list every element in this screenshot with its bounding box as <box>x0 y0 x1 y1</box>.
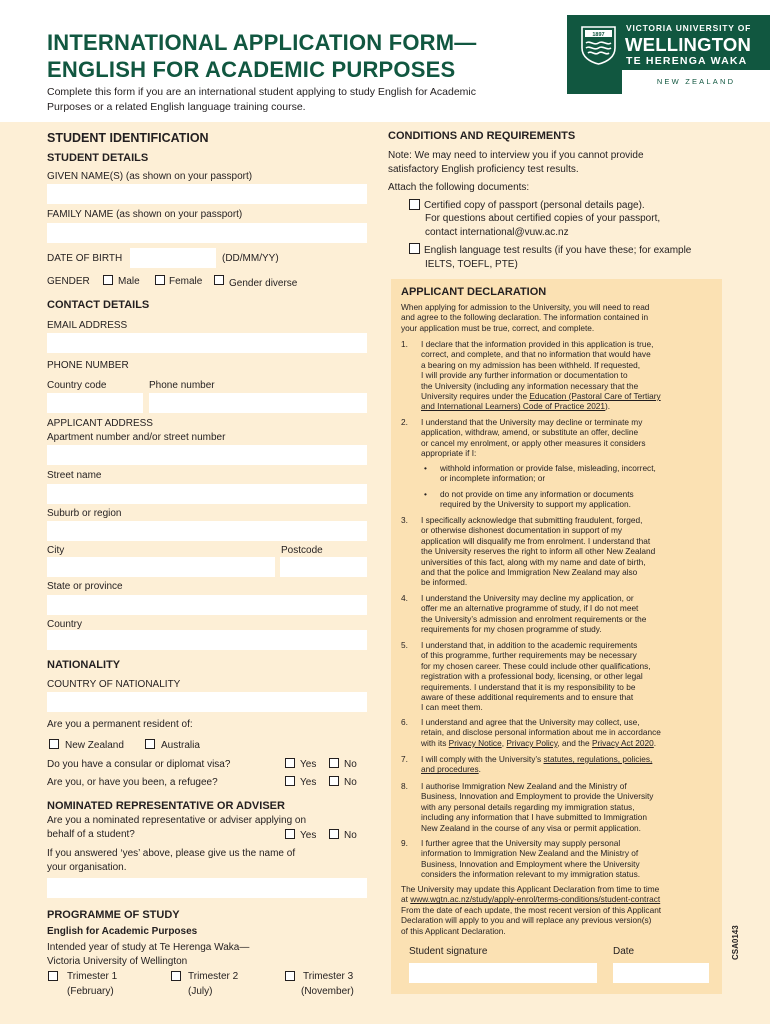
english-test-line2: IELTS, TOEFL, PTE) <box>425 259 518 270</box>
declaration-item-number: 7. <box>401 754 408 764</box>
student-contract-link[interactable]: www.wgtn.ac.nz/study/apply-enrol/terms-conditions/student-contract <box>410 894 661 905</box>
form-intro <box>47 85 527 115</box>
declaration-line: I will provide any further information or documentation to <box>421 370 628 381</box>
declaration-line: universities of this fact, along with my name and date of birth, <box>421 556 646 567</box>
declaration-bullet-2 <box>440 489 720 510</box>
signature-label: Student signature <box>409 946 488 957</box>
resident-nz-checkbox[interactable] <box>49 739 59 749</box>
country-input[interactable] <box>47 630 367 650</box>
refugee-yes-checkbox[interactable] <box>285 776 295 786</box>
organisation-prompt-line2: your organisation. <box>47 862 127 873</box>
dob-label: DATE OF BIRTH <box>47 253 123 264</box>
declaration-line: or cancel my enrolment, or apply other measures it considers <box>421 437 646 448</box>
declaration-line: From the date of each update, the most recent version of this Applicant <box>401 904 662 915</box>
declaration-intro <box>401 302 716 333</box>
declaration-line: a bearing on my admission has been withheld. If requested, <box>421 359 641 370</box>
suburb-input[interactable] <box>47 521 367 541</box>
declaration-line: or incomplete information; or <box>440 473 546 484</box>
declaration-item-number: 2. <box>401 417 408 427</box>
declaration-line: withhold information or provide false, misleading, incorrect, <box>440 463 656 473</box>
declaration-item-7 <box>421 754 721 775</box>
trimester-2-checkbox[interactable] <box>171 971 181 981</box>
signature-input[interactable] <box>409 963 597 983</box>
code-of-practice-link-cont[interactable]: and International Learners) Code of Practice 2021 <box>421 401 606 412</box>
declaration-text: , and the <box>557 737 592 748</box>
declaration-line: do not provide on time any information or documents <box>440 489 634 499</box>
trimester-3-label: Trimester 3 <box>303 971 354 982</box>
trimester-3-month: (November) <box>301 986 354 997</box>
state-input[interactable] <box>47 595 367 615</box>
intro-line: Purposes or a related English language training course. <box>47 101 306 113</box>
intro-line: Complete this form if you are an international student applying to study English for Academic <box>47 86 476 98</box>
representative-question-line1: Are you a nominated representative or adviser applying on <box>47 815 307 826</box>
postcode-input[interactable] <box>280 557 367 577</box>
state-label: State or province <box>47 581 123 592</box>
declaration-line <box>421 764 721 774</box>
declaration-line: the University (including any information necessary that the <box>421 380 639 391</box>
nationality-heading: NATIONALITY <box>47 659 121 671</box>
declaration-line: information to Immigration New Zealand and the Ministry of <box>421 848 639 859</box>
student-identification-heading: STUDENT IDENTIFICATION <box>47 131 209 145</box>
given-names-label: GIVEN NAME(S) (as shown on your passport) <box>47 171 253 182</box>
declaration-text: University requires under the <box>421 391 530 402</box>
logo-line2: WELLINGTON <box>625 34 752 55</box>
code-of-practice-link[interactable]: Education (Pastoral Care of Tertiary <box>529 391 661 402</box>
visa-no-label: No <box>344 759 357 770</box>
gender-male-checkbox[interactable] <box>103 275 113 285</box>
representative-yes-checkbox[interactable] <box>285 829 295 839</box>
declaration-line: appropriate if I: <box>421 448 477 459</box>
family-name-label: FAMILY NAME (as shown on your passport) <box>47 209 243 220</box>
passport-copy-line3: contact international@vuw.ac.nz <box>425 227 569 238</box>
gender-label: GENDER <box>47 276 90 287</box>
declaration-text: with its <box>421 737 449 748</box>
bullet-icon: • <box>424 463 427 473</box>
apartment-label: Apartment number and/or street number <box>47 432 226 443</box>
declaration-item-9 <box>421 838 721 880</box>
privacy-act-link[interactable]: Privacy Act 2020 <box>591 737 654 748</box>
declaration-line: New Zealand in the course of any visa or permit application. <box>421 822 641 833</box>
declaration-line: I authorise Immigration New Zealand and the Ministry of <box>421 781 627 791</box>
declaration-item-8 <box>421 781 721 833</box>
declaration-line: considers the information relevant to my immigration status. <box>421 869 641 880</box>
representative-no-label: No <box>344 830 357 841</box>
declaration-item-number: 1. <box>401 339 408 349</box>
declaration-line: Declaration will apply to you and will replace any previous version(s) <box>401 915 652 926</box>
gender-female-label: Female <box>169 276 203 287</box>
programme-subheading: English for Academic Purposes <box>47 926 198 937</box>
city-input[interactable] <box>47 557 275 577</box>
trimester-1-month: (February) <box>67 986 114 997</box>
phone-label: PHONE NUMBER <box>47 360 129 371</box>
declaration-line: aware of these additional requirements and to ensure that <box>421 692 634 703</box>
passport-copy-line1: Certified copy of passport (personal details page). <box>424 200 645 211</box>
university-logo <box>567 15 770 94</box>
privacy-notice-link[interactable]: Privacy Notice <box>448 737 502 748</box>
country-code-label: Country code <box>47 380 107 391</box>
declaration-line: of this Applicant Declaration. <box>401 925 506 936</box>
declaration-line: requirements for my chosen programme of study. <box>421 624 602 635</box>
trimester-1-checkbox[interactable] <box>48 971 58 981</box>
city-label: City <box>47 545 65 556</box>
student-details-heading: STUDENT DETAILS <box>47 152 149 164</box>
refugee-no-checkbox[interactable] <box>329 776 339 786</box>
email-input[interactable] <box>47 333 367 353</box>
declaration-intro-line: When applying for admission to the University, you will need to read <box>401 302 650 312</box>
phone-number-input[interactable] <box>149 393 367 413</box>
declaration-line: I understand that the University may decline or terminate my <box>421 417 643 427</box>
declaration-item-number: 5. <box>401 640 408 650</box>
trimester-2-month: (July) <box>188 986 213 997</box>
trimester-2-label: Trimester 2 <box>188 971 239 982</box>
declaration-footer <box>401 884 719 936</box>
crest-icon <box>581 26 616 65</box>
refugee-yes-label: Yes <box>300 777 317 788</box>
declaration-line: I understand the University may decline my application, or <box>421 593 634 603</box>
given-names-input[interactable] <box>47 184 367 204</box>
declaration-line: application will disqualify me from enrolment. I understand that <box>421 535 651 546</box>
declaration-heading: APPLICANT DECLARATION <box>401 286 547 298</box>
form-title-line1: INTERNATIONAL APPLICATION FORM— <box>47 30 477 55</box>
form-title-line2: ENGLISH FOR ACADEMIC PURPOSES <box>47 57 456 82</box>
intended-year-line2: Victoria University of Wellington <box>47 956 188 967</box>
bullet-icon: • <box>424 489 427 499</box>
declaration-line: the University reserves the right to inform all other New Zealand <box>421 546 656 557</box>
declaration-line: the University’s admission and enrolment requirements or the <box>421 613 647 624</box>
declaration-line: required by the University to support my application. <box>440 499 631 510</box>
gender-diverse-checkbox[interactable] <box>214 275 224 285</box>
declaration-line <box>401 894 719 904</box>
trimester-3-checkbox[interactable] <box>285 971 295 981</box>
declaration-item-3 <box>421 515 721 588</box>
declaration-line <box>421 401 721 411</box>
organisation-input[interactable] <box>47 878 367 898</box>
declaration-intro-line: your application must be true, correct, and complete. <box>401 322 595 333</box>
resident-australia-checkbox[interactable] <box>145 739 155 749</box>
declaration-line: Business, Innovation and Employment where the University <box>421 858 640 869</box>
conditions-note-line2: satisfactory English proficiency test results. <box>388 164 579 175</box>
visa-question: Do you have a consular or diplomat visa? <box>47 759 231 770</box>
declaration-line: or otherwise dishonest documentation in support of my <box>421 525 623 536</box>
representative-yes-label: Yes <box>300 830 317 841</box>
trimester-1-label: Trimester 1 <box>67 971 118 982</box>
declaration-bullet-1 <box>440 463 720 484</box>
logo-line3: TE HERENGA WAKA <box>626 55 748 67</box>
contact-details-heading: CONTACT DETAILS <box>47 299 150 311</box>
refugee-no-label: No <box>344 777 357 788</box>
declaration-item-number: 9. <box>401 838 408 848</box>
conditions-note-line1: Note: We may need to interview you if you cannot provide <box>388 150 644 161</box>
declaration-line: be informed. <box>421 577 468 588</box>
declaration-text: . <box>478 764 481 775</box>
statutes-link[interactable]: statutes, regulations, policies, <box>543 754 653 764</box>
declaration-line <box>421 391 721 401</box>
declaration-text: at <box>401 894 411 905</box>
gender-female-checkbox[interactable] <box>155 275 165 285</box>
declaration-line: correct, and complete, and that no information that would have <box>421 349 651 360</box>
declaration-text: ). <box>605 401 611 412</box>
street-input[interactable] <box>47 484 367 504</box>
postcode-label: Postcode <box>281 545 323 556</box>
declaration-item-2 <box>421 417 721 459</box>
gender-diverse-label: Gender diverse <box>229 278 298 289</box>
declaration-line: I understand and agree that the University may collect, use, <box>421 717 640 727</box>
representative-question-line2: behalf of a student? <box>47 829 135 840</box>
apartment-input[interactable] <box>47 445 367 465</box>
country-label: Country <box>47 619 83 630</box>
dob-input[interactable] <box>130 248 216 268</box>
declaration-item-number: 6. <box>401 717 408 727</box>
visa-no-checkbox[interactable] <box>329 758 339 768</box>
declaration-text: . <box>653 737 657 748</box>
intended-year-line1: Intended year of study at Te Herenga Waka— <box>47 942 250 953</box>
crest-year: 1897 <box>592 32 605 38</box>
organisation-prompt-line1: If you answered ‘yes’ above, please give us the name of <box>47 848 296 859</box>
statutes-link-cont[interactable]: and procedures <box>421 764 479 775</box>
declaration-line: with any personal details regarding my immigration status, <box>421 801 635 812</box>
declaration-line: I further agree that the University may supply personal <box>421 838 621 848</box>
declaration-item-5 <box>421 640 721 713</box>
declaration-line: I specifically acknowledge that submitting fraudulent, forged, <box>421 515 643 525</box>
declaration-line: for my chosen career. These could include other qualifications, <box>421 660 651 671</box>
gender-male-label: Male <box>118 276 140 287</box>
phone-number-label: Phone number <box>149 380 215 391</box>
visa-yes-checkbox[interactable] <box>285 758 295 768</box>
declaration-item-1 <box>421 339 721 412</box>
declaration-line <box>421 754 721 764</box>
declaration-item-number: 4. <box>401 593 408 603</box>
declaration-line: I can meet them. <box>421 702 483 713</box>
declaration-line: registration with a professional body, licensing, or other legal <box>421 671 643 682</box>
country-of-nationality-label: COUNTRY OF NATIONALITY <box>47 679 181 690</box>
declaration-item-6 <box>421 717 721 748</box>
refugee-question: Are you, or have you been, a refugee? <box>47 777 218 788</box>
declaration-line: The University may update this Applicant Declaration from time to time <box>401 884 660 894</box>
logo-line1: VICTORIA UNIVERSITY OF <box>626 23 752 33</box>
declaration-intro-line: and agree to the following declaration. The information contained in <box>401 312 649 323</box>
permanent-resident-question: Are you a permanent resident of: <box>47 719 193 730</box>
dob-format-hint: (DD/MM/YY) <box>222 253 279 264</box>
street-label: Street name <box>47 470 102 481</box>
declaration-text: I will comply with the University’s <box>421 754 544 764</box>
declaration-line: I declare that the information provided in this application is true, <box>421 339 654 349</box>
declaration-line: Business, Innovation and Employment to provide the University <box>421 791 654 802</box>
declaration-item-number: 8. <box>401 781 408 791</box>
declaration-text: , <box>501 737 507 748</box>
address-label: APPLICANT ADDRESS <box>47 418 153 429</box>
declaration-line: requirements. I understand that it is my responsibility to be <box>421 681 636 692</box>
declaration-line <box>421 738 721 748</box>
family-name-input[interactable] <box>47 223 367 243</box>
form-code: CSA0143 <box>731 925 740 960</box>
attach-documents-label: Attach the following documents: <box>388 182 530 193</box>
country-of-nationality-input[interactable] <box>47 692 367 712</box>
form-title <box>47 29 567 83</box>
english-test-checkbox[interactable] <box>409 243 420 254</box>
email-label: EMAIL ADDRESS <box>47 320 128 331</box>
resident-nz-label: New Zealand <box>65 740 124 751</box>
representative-heading: NOMINATED REPRESENTATIVE OR ADVISER <box>47 800 285 812</box>
declaration-line: including any information that I have submitted to Immigration <box>421 812 647 823</box>
passport-copy-line2: For questions about certified copies of your passport, <box>425 213 661 224</box>
declaration-line: retain, and disclose personal information about me in accordance <box>421 727 661 738</box>
resident-australia-label: Australia <box>161 740 200 751</box>
declaration-item-number: 3. <box>401 515 408 525</box>
declaration-line: and that the police and Immigration New Zealand may also <box>421 567 638 578</box>
declaration-line: of this programme, further requirements may be necessary <box>421 650 637 661</box>
date-label: Date <box>613 946 635 957</box>
representative-no-checkbox[interactable] <box>329 829 339 839</box>
declaration-item-4 <box>421 593 721 635</box>
country-code-input[interactable] <box>47 393 143 413</box>
conditions-heading: CONDITIONS AND REQUIREMENTS <box>388 130 576 142</box>
programme-heading: PROGRAMME OF STUDY <box>47 909 180 921</box>
date-input[interactable] <box>613 963 709 983</box>
visa-yes-label: Yes <box>300 759 317 770</box>
passport-copy-checkbox[interactable] <box>409 199 420 210</box>
declaration-line: offer me an alternative programme of study, if I do not meet <box>421 603 639 614</box>
logo-line4: NEW ZEALAND <box>622 70 770 94</box>
declaration-line: application, withdraw, amend, or substitute an offer, decline <box>421 427 639 438</box>
suburb-label: Suburb or region <box>47 508 122 519</box>
english-test-line1: English language test results (if you have these; for example <box>424 245 692 256</box>
declaration-line: I understand that, in addition to the academic requirements <box>421 640 638 650</box>
privacy-policy-link[interactable]: Privacy Policy <box>506 737 558 748</box>
